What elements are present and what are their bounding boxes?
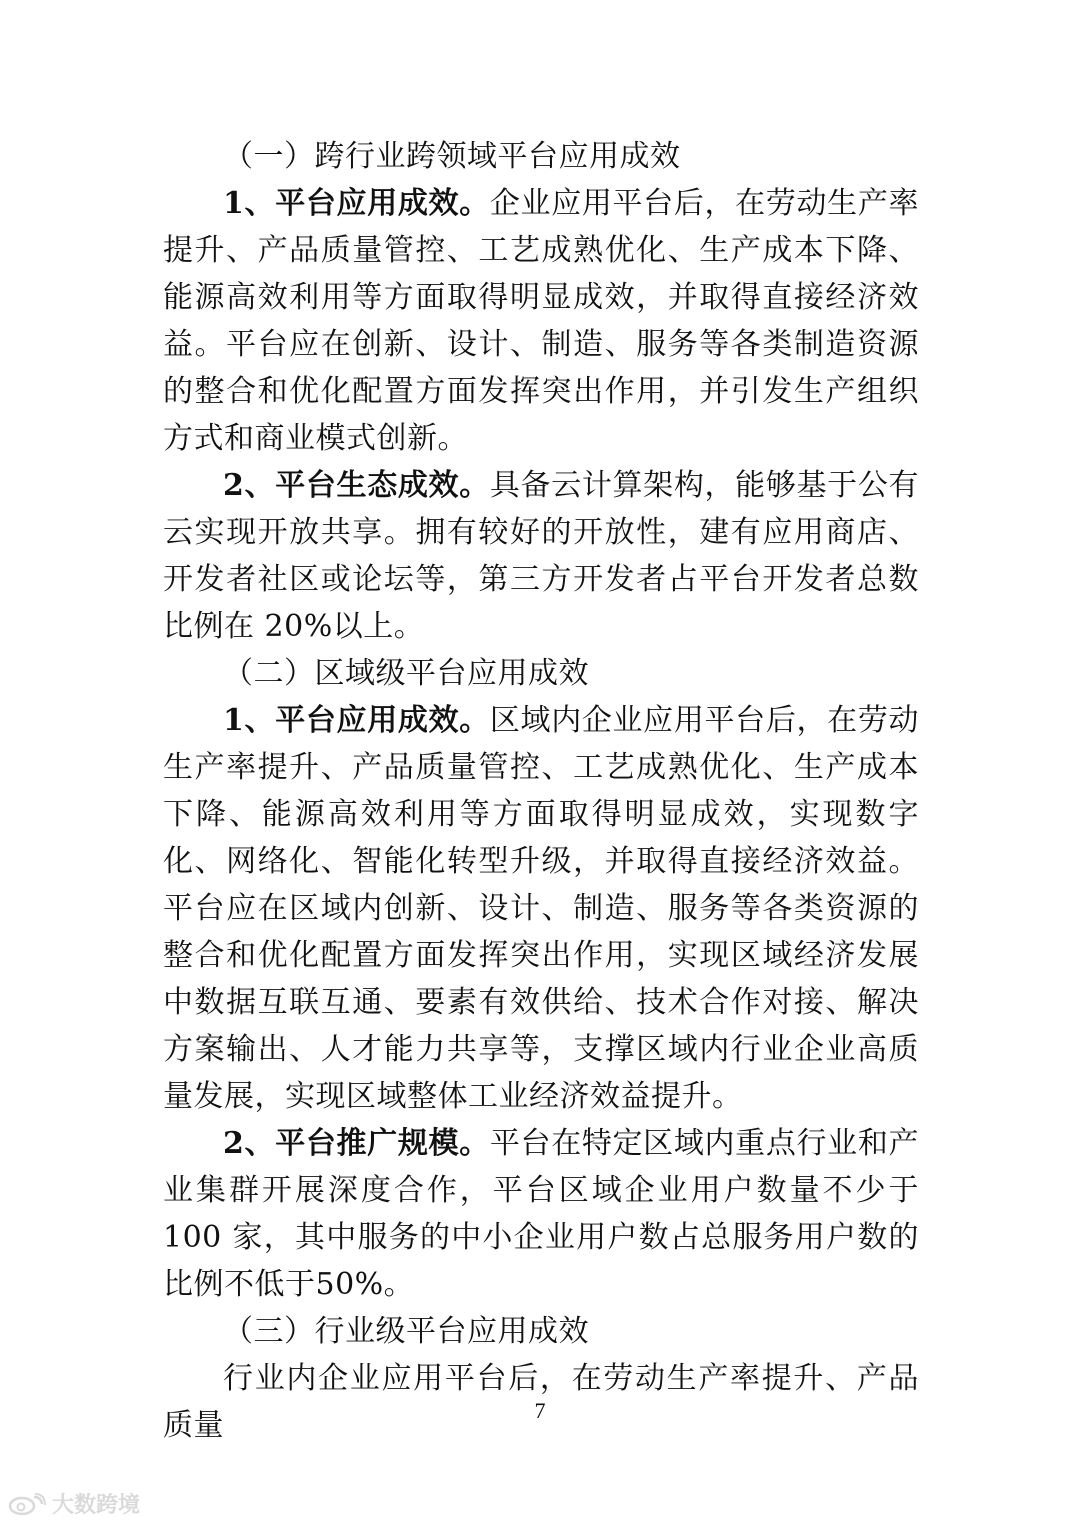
paragraph-platform-scale [163, 1120, 919, 1308]
paragraph-platform-application-2 [163, 697, 919, 1120]
watermark-text: 大数跨境 [52, 1493, 141, 1518]
watermark [8, 1488, 140, 1519]
section-heading-1 [163, 133, 919, 180]
paragraph-text: 具备云计算架构，能够基于公有云实现开放共享。拥有较好的开放性，建有应用商店、开发者社区或论坛等，第三方开发者占平台开发者总数比例在 20%以上。 [163, 468, 920, 644]
paragraph-lead: 2、平台推广规模。 [223, 1126, 490, 1161]
paragraph-text: （二）区域级平台应用成效 [223, 656, 589, 691]
section-heading-3 [163, 1308, 919, 1355]
weibo-style-logo-icon [8, 1493, 46, 1515]
page-number: 7 [534, 1398, 546, 1423]
document-body [163, 133, 919, 1449]
paragraph-text: 企业应用平台后，在劳动生产率提升、产品质量管控、工艺成熟优化、生产成本下降、能源高效利用等方面取得明显成效，并取得直接经济效益。平台应在创新、设计、制造、服务等各类制造资源的整合和优化配置方面发挥突出作用，并引发生产组织方式和商业模式创新。 [163, 186, 920, 456]
paragraph-text: 行业内企业应用平台后，在劳动生产率提升、产品质量 [163, 1361, 919, 1443]
section-heading-2 [163, 650, 919, 697]
paragraph-text: （三）行业级平台应用成效 [223, 1314, 589, 1349]
paragraph-platform-application-1 [163, 180, 919, 462]
paragraph-lead: 1、平台应用成效。 [223, 186, 490, 221]
paragraph-lead: 2、平台生态成效。 [223, 468, 490, 503]
paragraph-text: 区域内企业应用平台后，在劳动生产率提升、产品质量管控、工艺成熟优化、生产成本下降、能源高效利用等方面取得明显成效，实现数字化、网络化、智能化转型升级，并取得直接经济效益。平台应在区域内创新、设计、制造、服务等各类资源的整合和优化配置方面发挥突出作用，实现区域经济发展中数据互联互通、要素有效供给、技术合作对接、解决方案输出、人才能力共享等，支撑区域内行业企业高质量发展，实现区域整体工业经济效益提升。 [163, 703, 920, 1114]
paragraph-text: 平台在特定区域内重点行业和产业集群开展深度合作，平台区域企业用户数量不少于 100 家，其中服务的中小企业用户数占总服务用户数的比例不低于50%。 [163, 1126, 920, 1302]
paragraph-text: （一）跨行业跨领域平台应用成效 [223, 139, 681, 174]
paragraph-platform-ecosystem [163, 462, 919, 650]
paragraph-lead: 1、平台应用成效。 [223, 703, 490, 738]
